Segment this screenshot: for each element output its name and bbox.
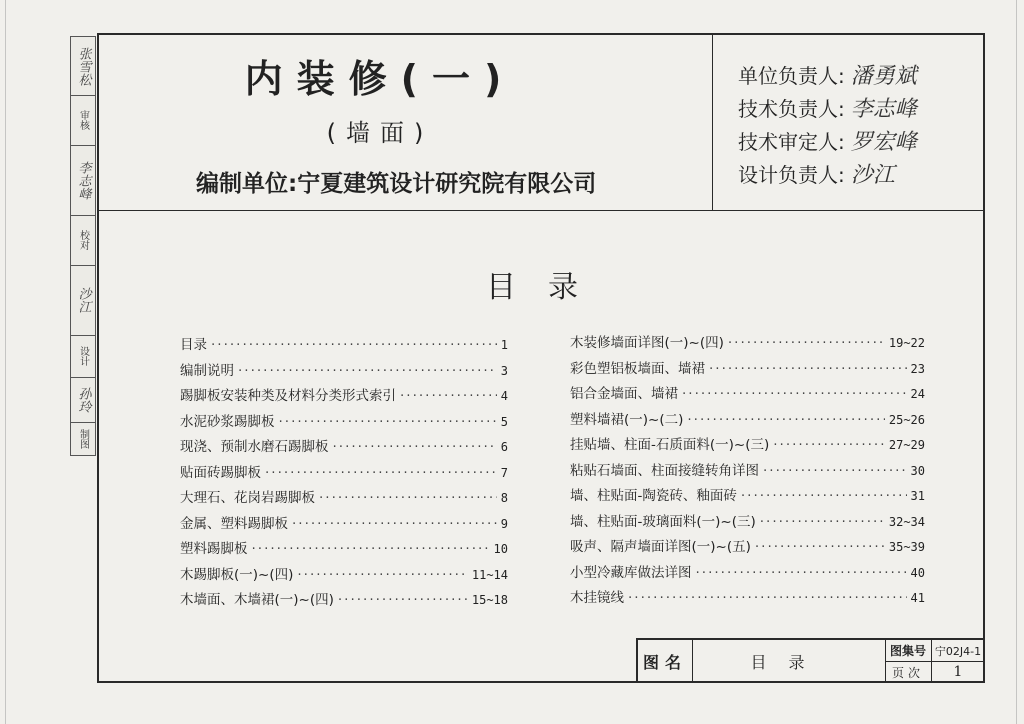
toc-entry-label: 铝合金墙面、墙裙 (570, 386, 678, 402)
org-name: 宁夏建筑设计研究院有限公司 (297, 171, 597, 197)
toc-entry-page: 19~22 (888, 336, 925, 350)
strip-label: 审核 (77, 110, 89, 130)
org-prefix: 编制单位: (196, 171, 298, 197)
header-column-divider (712, 33, 713, 211)
toc-entry-page: 15~18 (471, 593, 508, 607)
toc-entry-label: 木墙面、木墙裙(一)~(四) (180, 592, 334, 608)
toc-entry (180, 410, 508, 436)
toc-entry-page: 6 (500, 440, 508, 454)
toc-entry-page: 32~34 (888, 514, 925, 529)
toc-leader-dots (338, 592, 468, 608)
toc-entry (180, 588, 508, 614)
toc-leader-dots (252, 541, 490, 557)
strip-cell (71, 377, 95, 423)
title-block-page-label: 页次 (885, 661, 932, 683)
toc-leader-dots (211, 337, 497, 353)
strip-cell (71, 37, 95, 96)
toc-entry-label: 贴面砖踢脚板 (180, 464, 261, 481)
toc-entry-page: 11~14 (471, 567, 508, 582)
toc-entry-label: 粘贴石墙面、柱面接缝转角详图 (570, 462, 759, 479)
strip-cell (71, 335, 95, 378)
toc-entry (180, 537, 508, 563)
toc-leader-dots (696, 565, 907, 581)
strip-cell (71, 95, 95, 146)
responsibility-row (738, 159, 917, 192)
toc-leader-dots (400, 388, 497, 404)
toc-leader-dots (319, 490, 497, 506)
toc-entry-page: 24 (910, 387, 925, 401)
title-block-atlas-value: 宁02J4-1 (931, 640, 985, 662)
toc-entry (570, 331, 925, 357)
responsibility-row (738, 93, 917, 126)
toc-entry-label: 塑料墙裙(一)~(二) (570, 411, 684, 428)
toc-entry-label: 金属、塑料踢脚板 (180, 515, 288, 532)
toc-leader-dots (238, 363, 497, 379)
strip-label: 制图 (77, 428, 89, 449)
toc-entry-label: 现浇、预制水磨石踢脚板 (180, 439, 329, 455)
toc-leader-dots (687, 412, 884, 428)
toc-entry-page: 25~26 (888, 412, 925, 427)
title-block-name-value: 目录 (692, 640, 886, 683)
compiling-organization (196, 165, 596, 198)
toc-leader-dots (755, 539, 885, 555)
toc-leader-dots (709, 361, 907, 377)
toc-entry (180, 384, 508, 410)
toc-entry (180, 359, 508, 385)
toc-leader-dots (728, 335, 885, 351)
handwritten-signature: 罗宏峰 (850, 130, 917, 155)
title-block (636, 638, 985, 683)
toc-entry-label: 彩色塑铝板墙面、墙裙 (570, 360, 705, 377)
toc-entry-label: 墙、柱贴面-陶瓷砖、釉面砖 (570, 488, 737, 504)
title-block-page-value: 1 (953, 664, 963, 680)
toc-entry (180, 512, 508, 538)
toc-entry (570, 433, 925, 459)
toc-entry-page: 1 (500, 338, 508, 352)
strip-signature: 沙江 (75, 287, 91, 313)
toc-entry-page: 5 (500, 414, 508, 429)
strip-signature: 李志峰 (75, 160, 91, 200)
toc-entry-page: 3 (500, 363, 508, 378)
toc-entry-label: 编制说明 (180, 362, 234, 379)
toc-entry-page: 40 (910, 565, 925, 580)
strip-cell (71, 145, 95, 216)
toc-entry (570, 382, 925, 408)
signature-strip (70, 36, 96, 456)
responsibility-role: 技术负责人: (738, 97, 845, 121)
handwritten-signature: 沙江 (850, 163, 895, 188)
strip-signature: 孙玲 (75, 386, 91, 413)
toc-entry (180, 486, 508, 512)
responsibility-row (738, 60, 917, 93)
toc-entry (570, 510, 925, 536)
toc-leader-dots (773, 437, 885, 453)
toc-leader-dots (279, 414, 497, 430)
handwritten-signature: 潘勇斌 (850, 64, 917, 89)
toc-entry-label: 水泥砂浆踢脚板 (180, 413, 275, 430)
strip-signature: 张雪松 (75, 46, 91, 86)
toc-entry (570, 535, 925, 561)
toc-right-column (570, 331, 925, 612)
toc-entry-page: 41 (910, 591, 925, 605)
toc-leader-dots (628, 590, 907, 606)
toc-leader-dots (682, 386, 907, 402)
responsibility-role: 技术审定人: (738, 130, 845, 154)
toc-entry-label: 吸声、隔声墙面详图(一)~(五) (570, 539, 751, 555)
toc-entry-label: 挂贴墙、柱面-石质面料(一)~(三) (570, 437, 770, 453)
toc-leader-dots (292, 516, 497, 532)
toc-entry (570, 357, 925, 383)
responsibility-role: 设计负责人: (738, 163, 845, 187)
toc-entry-page: 31 (910, 489, 925, 503)
title-block-atlas-label: 图集号 (885, 640, 932, 662)
toc-entry-label: 大理石、花岗岩踢脚板 (180, 490, 315, 506)
toc-entry (570, 408, 925, 434)
strip-label: 设计 (77, 346, 89, 366)
scan-edge-right (1016, 0, 1017, 724)
toc-entry (570, 459, 925, 485)
handwritten-signature: 李志峰 (850, 97, 917, 122)
responsibility-role: 单位负责人: (738, 64, 845, 88)
toc-entry-page: 10 (493, 542, 508, 556)
toc-entry-page: 27~29 (888, 438, 925, 452)
toc-entry-page: 30 (910, 463, 925, 478)
page-title: 内装修(一) (244, 57, 516, 101)
toc-leader-dots (763, 463, 907, 479)
toc-entry-page: 8 (500, 491, 508, 505)
toc-entry-label: 墙、柱贴面-玻璃面料(一)~(三) (570, 513, 756, 530)
responsibility-row (738, 126, 917, 159)
toc-entry-page: 35~39 (888, 540, 925, 554)
header-divider (97, 210, 985, 211)
toc-leader-dots (333, 439, 497, 455)
toc-entry-label: 木装修墙面详图(一)~(四) (570, 335, 724, 351)
toc-entry (180, 461, 508, 487)
toc-leader-dots (265, 465, 497, 481)
toc-entry-label: 小型冷藏库做法详图 (570, 564, 692, 581)
strip-cell (71, 265, 95, 336)
toc-leader-dots (760, 514, 885, 530)
title-block-name-label: 图名 (638, 640, 693, 683)
toc-entry-page: 23 (910, 361, 925, 376)
toc-entry-label: 目录 (180, 337, 207, 353)
toc-entry-page: 9 (500, 516, 508, 531)
strip-cell (71, 215, 95, 266)
toc-entry (570, 484, 925, 510)
toc-entry-label: 木踢脚板(一)~(四) (180, 566, 294, 583)
toc-left-column (180, 333, 508, 614)
strip-label: 校对 (77, 230, 89, 250)
toc-entry-page: 7 (500, 465, 508, 480)
strip-cell (71, 422, 95, 455)
responsibility-list (738, 60, 917, 192)
scan-edge-left (5, 0, 6, 724)
page-subtitle: (墙面) (326, 119, 434, 147)
toc-leader-dots (297, 567, 467, 583)
toc-entry-label: 木挂镜线 (570, 590, 624, 606)
toc-entry-label: 踢脚板安装种类及材料分类形式索引 (180, 388, 396, 404)
toc-entry (570, 561, 925, 587)
toc-entry-label: 塑料踢脚板 (180, 541, 248, 557)
toc-entry-page: 4 (500, 389, 508, 403)
toc-entry (180, 333, 508, 359)
toc-leader-dots (741, 488, 907, 504)
toc-title: 目录 (486, 270, 610, 305)
toc-entry (570, 586, 925, 612)
toc-entry (180, 563, 508, 589)
toc-entry (180, 435, 508, 461)
